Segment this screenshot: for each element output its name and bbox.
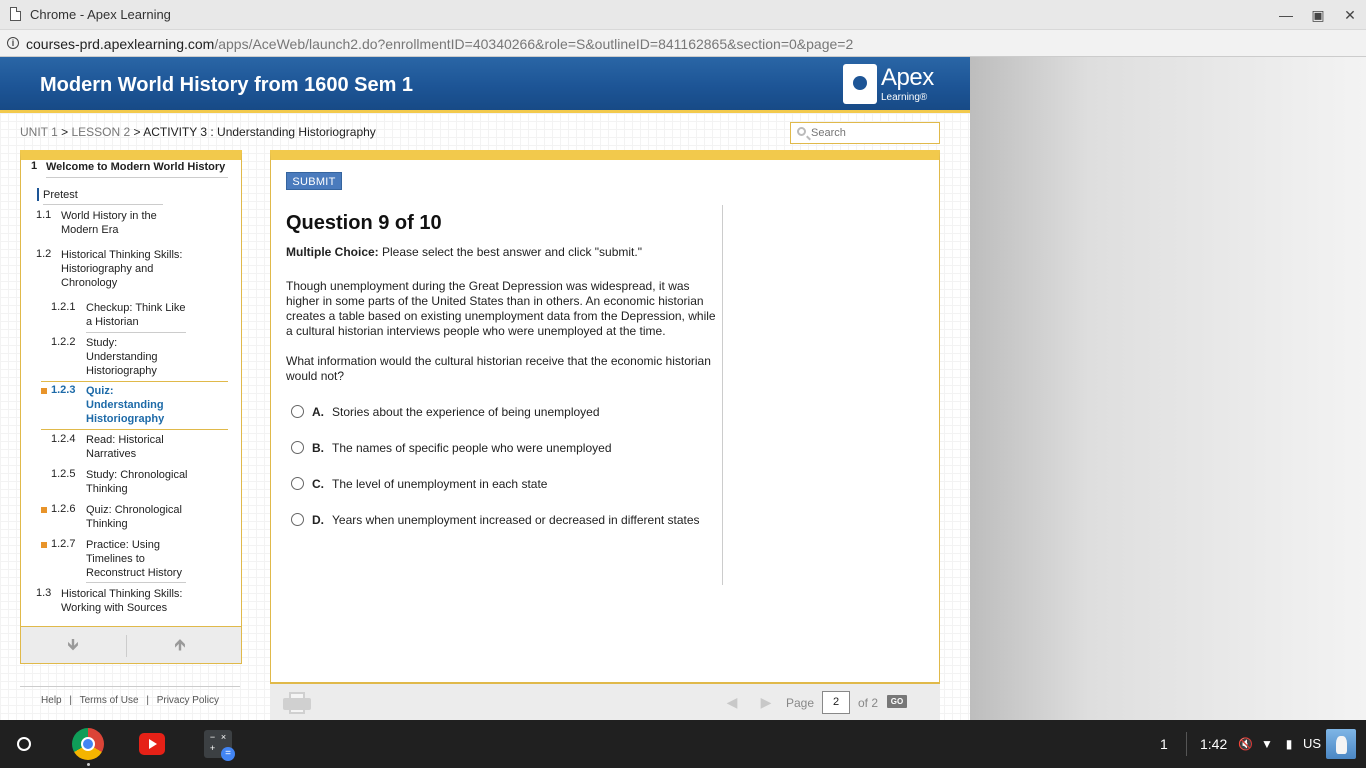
course-header (0, 57, 970, 113)
item-number: 1.2.7 (51, 538, 76, 550)
close-window-button[interactable]: ✕ (1344, 7, 1356, 23)
sidebar-item-1-2-5[interactable] (86, 468, 188, 496)
document-icon (10, 7, 21, 21)
item-number: 1.2.2 (51, 336, 76, 348)
print-icon[interactable] (283, 692, 311, 714)
choice-text[interactable]: Years when unemployment increased or decreased in different states (332, 513, 700, 527)
page-number-input[interactable]: 2 (822, 691, 850, 714)
item-number: 1.2.6 (51, 503, 76, 515)
item-label: Historical Thinking Skills: (61, 249, 183, 261)
item-label: Understanding (86, 399, 164, 411)
choice-text[interactable]: The names of specific people who were unemployed (332, 441, 612, 455)
item-label: Historiography (86, 413, 165, 425)
input-language[interactable]: US (1303, 736, 1322, 751)
item-label: Modern Era (61, 224, 119, 236)
breadcrumb-activity: ACTIVITY 3 : Understanding Historiography (143, 125, 376, 139)
logo-sub: Learning® (881, 92, 928, 103)
os-shelf (0, 720, 1366, 768)
item-label: Chronology (61, 277, 118, 289)
item-label: Practice: Using (86, 539, 160, 551)
question-title: Question 9 of 10 (286, 212, 442, 234)
question-panel (270, 150, 940, 683)
divider (86, 332, 186, 333)
active-divider (41, 381, 228, 382)
apex-app (0, 57, 970, 720)
url-path: /apps/AceWeb/launch2.do?enrollmentID=40340266&role=S&outlineID=841162865&section=0&page=2 (214, 36, 854, 52)
item-label: Study: (86, 337, 118, 349)
choice-letter: B. (312, 441, 324, 455)
clock[interactable]: 1:42 (1200, 736, 1228, 752)
incomplete-bullet-icon (41, 507, 47, 513)
item-number: 1.1 (36, 209, 52, 221)
breadcrumb (20, 125, 376, 139)
calculator-icon[interactable]: − × + = (204, 730, 232, 758)
outline-scroll-controls (20, 626, 242, 664)
url-host: courses-prd.apexlearning.com (26, 36, 215, 52)
sidebar-item-1-2-7[interactable] (86, 538, 182, 580)
unit-number: 1 (31, 160, 38, 172)
print-body (283, 698, 311, 710)
wifi-icon[interactable]: ▼ (1261, 737, 1273, 751)
item-number: 1.2.5 (51, 468, 76, 480)
item-label: a Historian (86, 316, 139, 328)
item-label: Study: Chronological (86, 469, 188, 481)
item-label: Read: Historical (86, 434, 164, 446)
item-label: Thinking (86, 518, 128, 530)
answer-choice-d[interactable] (291, 512, 721, 528)
help-link[interactable]: Help (41, 695, 62, 706)
item-number: 1.2.4 (51, 433, 76, 445)
sidebar-item-1-1[interactable] (61, 209, 157, 237)
radio-button[interactable] (291, 513, 304, 526)
item-label: Reconstruct History (86, 567, 182, 579)
item-label: Checkup: Think Like (86, 302, 186, 314)
search-icon (797, 127, 806, 136)
apex-logo (843, 64, 939, 106)
item-label: Thinking (86, 483, 128, 495)
mute-icon[interactable]: 🔇 (1238, 737, 1253, 751)
item-label: World History in the (61, 210, 157, 222)
breadcrumb-lesson[interactable]: LESSON 2 (71, 125, 131, 139)
incomplete-bullet-icon (41, 388, 47, 394)
terms-link[interactable]: Terms of Use (79, 695, 139, 706)
search-box[interactable] (790, 122, 940, 144)
sidebar-item-1-2-3[interactable] (86, 384, 164, 426)
sidebar-item-1-2-6[interactable] (86, 503, 182, 531)
lesson-outline (20, 150, 242, 664)
instruction-label: Multiple Choice: (286, 245, 379, 259)
answer-choice-c[interactable] (291, 476, 721, 492)
active-divider (41, 429, 228, 430)
launcher-icon[interactable] (17, 737, 31, 751)
page-label: Page (786, 696, 815, 710)
divider (1186, 732, 1187, 756)
answer-choice-a[interactable] (291, 404, 721, 420)
item-number: 1.2.1 (51, 301, 76, 313)
pager-bar (270, 683, 940, 720)
divider (722, 205, 723, 585)
footer-sep: | (146, 695, 149, 706)
sidebar-item-1-2-1[interactable] (86, 301, 185, 329)
breadcrumb-unit[interactable]: UNIT 1 (20, 125, 58, 139)
minimize-button[interactable]: — (1279, 7, 1293, 23)
incomplete-bullet-icon (41, 542, 47, 548)
choice-text[interactable]: Stories about the experience of being unemployed (332, 405, 600, 419)
choice-letter: C. (312, 477, 324, 491)
item-label: Working with Sources (61, 602, 168, 614)
footer-links (20, 686, 240, 706)
sidebar-item-1-2-2[interactable] (86, 336, 158, 378)
footer-sep: | (69, 695, 73, 706)
item-number: 1.2 (36, 248, 52, 260)
chrome-icon[interactable] (72, 728, 104, 760)
item-label: Historiography and (61, 263, 154, 275)
breadcrumb-sep: > (133, 125, 141, 139)
page-background (970, 57, 1366, 720)
instruction-text: Please select the best answer and click "submit." (378, 245, 642, 259)
window-title: Chrome - Apex Learning (30, 7, 171, 22)
radio-button[interactable] (291, 477, 304, 490)
maximize-button[interactable]: ▣ (1311, 7, 1325, 23)
notification-count[interactable]: 1 (1160, 736, 1168, 752)
question-instruction (286, 245, 642, 259)
item-label: Historical Thinking Skills: (61, 588, 183, 600)
item-label: Timelines to (86, 553, 145, 565)
choice-letter: A. (312, 405, 324, 419)
current-marker (37, 188, 39, 201)
battery-icon[interactable]: ▮ (1285, 737, 1293, 751)
item-label: Narratives (86, 448, 137, 460)
item-label: Historiography (86, 365, 157, 377)
submit-button[interactable]: SUBMIT (286, 172, 342, 190)
logo-word: Apex (881, 64, 934, 91)
sidebar-item-1-2[interactable] (61, 248, 182, 290)
divider (126, 635, 127, 657)
next-page-arrow-icon[interactable]: ▶ (760, 694, 772, 710)
previous-page-arrow-icon[interactable]: ◀ (726, 694, 738, 710)
choice-letter: D. (312, 513, 324, 527)
unit-title[interactable]: Welcome to Modern World History (46, 161, 226, 173)
address-bar[interactable] (0, 30, 1366, 57)
item-label: Quiz: (86, 385, 114, 397)
question-prompt: What information would the cultural historian receive that the economic historian would not? (286, 354, 711, 383)
apex-logo-icon (843, 64, 877, 104)
course-title: Modern World History from 1600 Sem 1 (40, 74, 414, 96)
divider (86, 582, 186, 583)
item-number: 1.2.3 (51, 384, 76, 396)
sidebar-item-pretest[interactable]: Pretest (43, 189, 78, 201)
search-input[interactable] (811, 125, 936, 141)
item-label: Understanding (86, 351, 158, 363)
running-indicator (87, 763, 90, 766)
radio-button[interactable] (291, 441, 304, 454)
sidebar-item-1-2-4[interactable] (86, 433, 164, 461)
go-button[interactable]: GO (887, 695, 907, 708)
choice-text[interactable]: The level of unemployment in each state (332, 477, 548, 491)
info-icon[interactable]: i (7, 37, 19, 49)
scroll-up-arrow-icon[interactable]: 🡹 (174, 637, 186, 654)
answer-choice-b[interactable] (291, 440, 721, 456)
breadcrumb-sep: > (61, 125, 69, 139)
sidebar-item-1-3[interactable] (61, 587, 182, 615)
radio-button[interactable] (291, 405, 304, 418)
url-text[interactable] (26, 36, 853, 52)
divider (43, 204, 163, 205)
item-label: Quiz: Chronological (86, 504, 182, 516)
window-titlebar (0, 0, 1366, 30)
question-passage: Though unemployment during the Great Depression was widespread, it was higher in some parts of the United States than in others. An economic historian creates a table based on existing unemployment data from the Depression, while a cultural historian interviews people who were unemployed at the time. (286, 279, 716, 338)
divider (46, 177, 228, 178)
youtube-icon[interactable] (139, 733, 165, 755)
page-total: of 2 (858, 696, 879, 710)
scroll-down-arrow-icon[interactable]: 🡻 (67, 637, 79, 654)
item-number: 1.3 (36, 587, 52, 599)
user-avatar[interactable] (1326, 729, 1356, 759)
privacy-link[interactable]: Privacy Policy (156, 695, 219, 706)
